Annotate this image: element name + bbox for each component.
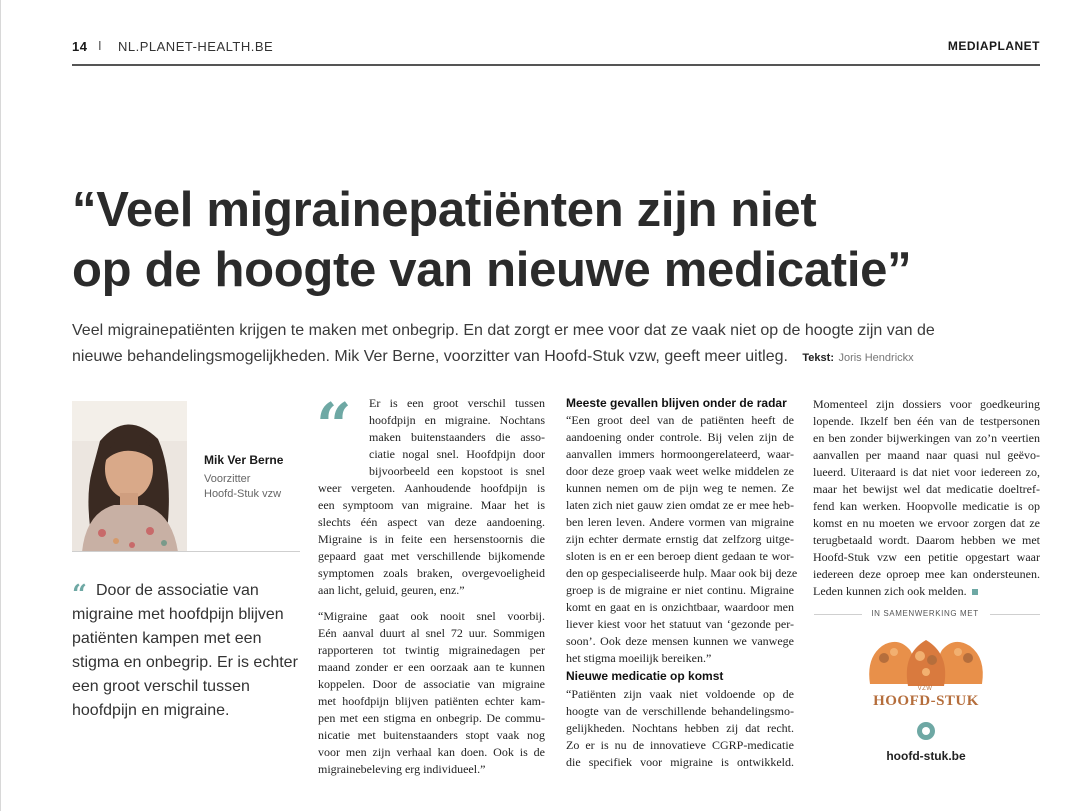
column3-line: lopende. Ikzelf ben één van de testpersonen bbox=[813, 414, 1040, 428]
cooperation-rule-left bbox=[814, 614, 862, 615]
pull-quote-line: migraine met hoofdpijn blijven bbox=[72, 606, 284, 623]
portrait-rule bbox=[72, 551, 300, 552]
credit-name: Joris Hendrickx bbox=[838, 352, 914, 364]
column3-last-line bbox=[813, 583, 1040, 600]
logo-vzw: VZW bbox=[917, 686, 933, 692]
cooperation-rule-right bbox=[990, 614, 1040, 615]
logo-heads-icon bbox=[862, 628, 990, 690]
pull-quote-line: Door de associatie van bbox=[96, 582, 259, 599]
person-role: Voorzitter bbox=[204, 473, 251, 485]
column1-line: migrainebeleving erg individueel.” bbox=[318, 762, 486, 776]
column-quote-mark: “ bbox=[316, 389, 352, 462]
credit-label: Tekst: bbox=[802, 352, 834, 364]
column2-line: gelijkheden. Nochtans hebben zij dat recht. bbox=[566, 721, 794, 735]
column3-line: lueerd. Uiteraard is dat niet voor iedereen zo, bbox=[813, 465, 1040, 479]
column2-line: laten zich niet gauw zien omdat ze er mee heb- bbox=[566, 498, 794, 512]
column2-line: kunnen nemen om de pijn weg te nemen. Ze bbox=[566, 481, 794, 495]
pull-quote-line: een groot verschil tussen bbox=[72, 678, 250, 695]
column2-line: aandoening onder controle. Bij velen zijn de bbox=[566, 430, 794, 444]
column2-line: ben leren leven. Andere vormen van migraine bbox=[566, 515, 794, 529]
column1-line: koppelen. Door de associatie van migraine bbox=[318, 677, 545, 691]
intro-line: Veel migrainepatiënten krijgen te maken met onbegrip. En dat zorgt er mee voor dat ze vaak niet op de hoogte zijn van de bbox=[72, 322, 935, 339]
hoofd-stuk-logo bbox=[862, 628, 990, 690]
column1-line: ciatie nogal snel. Hoofdpijn door bbox=[369, 447, 545, 461]
column3-line: maar het bewijst wel dat medicatie doeltref- bbox=[813, 482, 1040, 496]
column2-line: “Patiënten zijn vaak niet voldoende op de bbox=[566, 687, 794, 701]
column2-line: liever kiest voor het statuut van ‘gezonde per- bbox=[566, 617, 794, 631]
column1-line: Er is een groot verschil tussen bbox=[369, 396, 545, 410]
pull-quote-line: hoofdpijn en migraine. bbox=[72, 702, 230, 719]
column3-line: Momenteel zijn dossiers voor goedkeuring bbox=[813, 397, 1040, 411]
column2-line: het stigma moeilijk bereiken.” bbox=[566, 651, 712, 665]
column2-line: komt en gaat en is onzichtbaar, waardoor men bbox=[566, 600, 794, 614]
column1-line: aan licht, geluid, geuren, enz.” bbox=[318, 583, 465, 597]
play-icon bbox=[917, 722, 935, 740]
column1-line: Migraine is in feite een hersenstoornis die bbox=[318, 532, 545, 546]
column1-line: symptomen zoals braken, overgevoeligheid bbox=[318, 566, 545, 580]
headline-line: op de hoogte van nieuwe medicatie” bbox=[72, 243, 912, 297]
logo-badge-icon bbox=[917, 722, 935, 740]
column1-line: met hoofdpijn blijven patiënten echter kam- bbox=[318, 694, 545, 708]
cooperation-url[interactable]: hoofd-stuk.be bbox=[886, 749, 966, 763]
column3-line: aanvallen per maand naar quasi nul geëvo- bbox=[813, 448, 1040, 462]
column2-line: door deze groep vaak weet welke middelen ze bbox=[566, 464, 794, 478]
pull-quote-line: patiënten kampen met een bbox=[72, 630, 262, 647]
pull-quote-line: stigma en onbegrip. Er is echter bbox=[72, 654, 298, 671]
column2-line: sloten is en er een beroep dient gedaan te wor- bbox=[566, 549, 794, 563]
portrait-illustration bbox=[72, 401, 187, 552]
column1-line: een symptoom van migraine. Maar het is bbox=[318, 498, 545, 512]
column1-line: slechts één aspect van deze aandoening. bbox=[318, 515, 545, 529]
page-header bbox=[72, 37, 1040, 59]
column1-line: bijvoorbeeld een kopstoot is snel bbox=[369, 464, 545, 478]
intro-text bbox=[72, 318, 1040, 371]
column2-line: hoogte van de verschillende behandelingsmo- bbox=[566, 704, 794, 718]
page-number: 14 bbox=[72, 39, 88, 54]
column2-line: soon’. Ook deze mensen kunnen we vanwege bbox=[566, 634, 794, 648]
headline bbox=[72, 180, 1040, 300]
column3-line: Leden kunnen zich ook melden. bbox=[813, 584, 967, 598]
person-organization: Hoofd-Stuk vzw bbox=[204, 488, 282, 500]
column3-line: en ben zonder bijwerkingen van zo’n veertien bbox=[813, 431, 1040, 445]
column2-line: “Een groot deel van de patiënten heeft de bbox=[566, 413, 794, 427]
header-rule bbox=[72, 64, 1040, 66]
column3-line: terugbetaald wordt. Daarom hebben we met bbox=[813, 533, 1040, 547]
column2-line: die specifiek voor migraine is ontwikkeld. bbox=[566, 755, 794, 769]
end-square-icon bbox=[972, 589, 978, 595]
portrait-photo bbox=[72, 401, 187, 552]
subheading: Nieuwe medicatie op komst bbox=[566, 669, 724, 683]
intro-line: nieuwe behandelingsmogelijkheden. Mik Ver Berne, voorzitter van Hoofd-Stuk vzw, geeft meer uitleg. bbox=[72, 348, 788, 365]
page-edge bbox=[0, 0, 1, 811]
column3-line: fend kan werken. Hoopvolle medicatie is op bbox=[813, 499, 1040, 513]
person-name: Mik Ver Berne bbox=[204, 453, 284, 467]
column1-line: voor men zijn verhaal kan doen. Ook is de bbox=[318, 745, 545, 759]
header-site: NL.PLANET-HEALTH.BE bbox=[118, 39, 274, 54]
column1-line: Eén aanval duurt al snel 72 uur. Sommigen bbox=[318, 626, 545, 640]
column3-line: iedereen deze oproep mee kan ondersteunen. bbox=[813, 567, 1040, 581]
column1-line: “Migraine gaat ook nooit snel voorbij. bbox=[318, 609, 545, 623]
column2-line: den op gespecialiseerde hulp. Maar ook bij deze bbox=[566, 566, 798, 580]
column1-line: pen met een stigma en onbegrip. De commu- bbox=[318, 711, 545, 725]
column2-line: groep is de migraine er niet continu. Migraine bbox=[566, 583, 794, 597]
logo-text: HOOFD-STUK bbox=[873, 693, 979, 709]
pull-quote-mark: “ bbox=[72, 580, 87, 610]
column1-line: rapporteren tot twintig migrainedagen per bbox=[318, 643, 545, 657]
subheading: Meeste gevallen blijven onder de radar bbox=[566, 396, 787, 410]
column3-line: komst en nu moeten we ervoor zorgen dat ze bbox=[813, 516, 1040, 530]
column1-line: hoofdpijn en migraine. Nochtans bbox=[369, 413, 545, 427]
column3-line: Hoofd-Stuk vzw een petitie opgestart waar bbox=[813, 550, 1040, 564]
column1-line: maken buitenstaanders die asso- bbox=[369, 430, 545, 444]
header-brand: MEDIAPLANET bbox=[947, 39, 1040, 53]
column1-line: weer vergeten. Aanhoudende hoofdpijn is bbox=[318, 481, 545, 495]
cooperation-label: IN SAMENWERKING MET bbox=[871, 609, 979, 618]
column1-line: gepaard gaat met verschillende bijkomende bbox=[318, 549, 545, 563]
column2-line: aanvallen immers hormoongerelateerd, waar- bbox=[566, 447, 794, 461]
column2-line: Zo er is nu de innovatieve CGRP-medicatie bbox=[566, 738, 794, 752]
column1-line: nicatie met buitenstaanders stopt vaak nog bbox=[318, 728, 545, 742]
header-separator: I bbox=[98, 38, 102, 53]
column1-line: maand zonder er een oorzaak aan te kunnen bbox=[318, 660, 545, 674]
headline-line: “Veel migrainepatiënten zijn niet bbox=[72, 183, 817, 237]
column2-line: zijn echter dermate ernstig dat zelfzorg uitge- bbox=[566, 532, 794, 546]
